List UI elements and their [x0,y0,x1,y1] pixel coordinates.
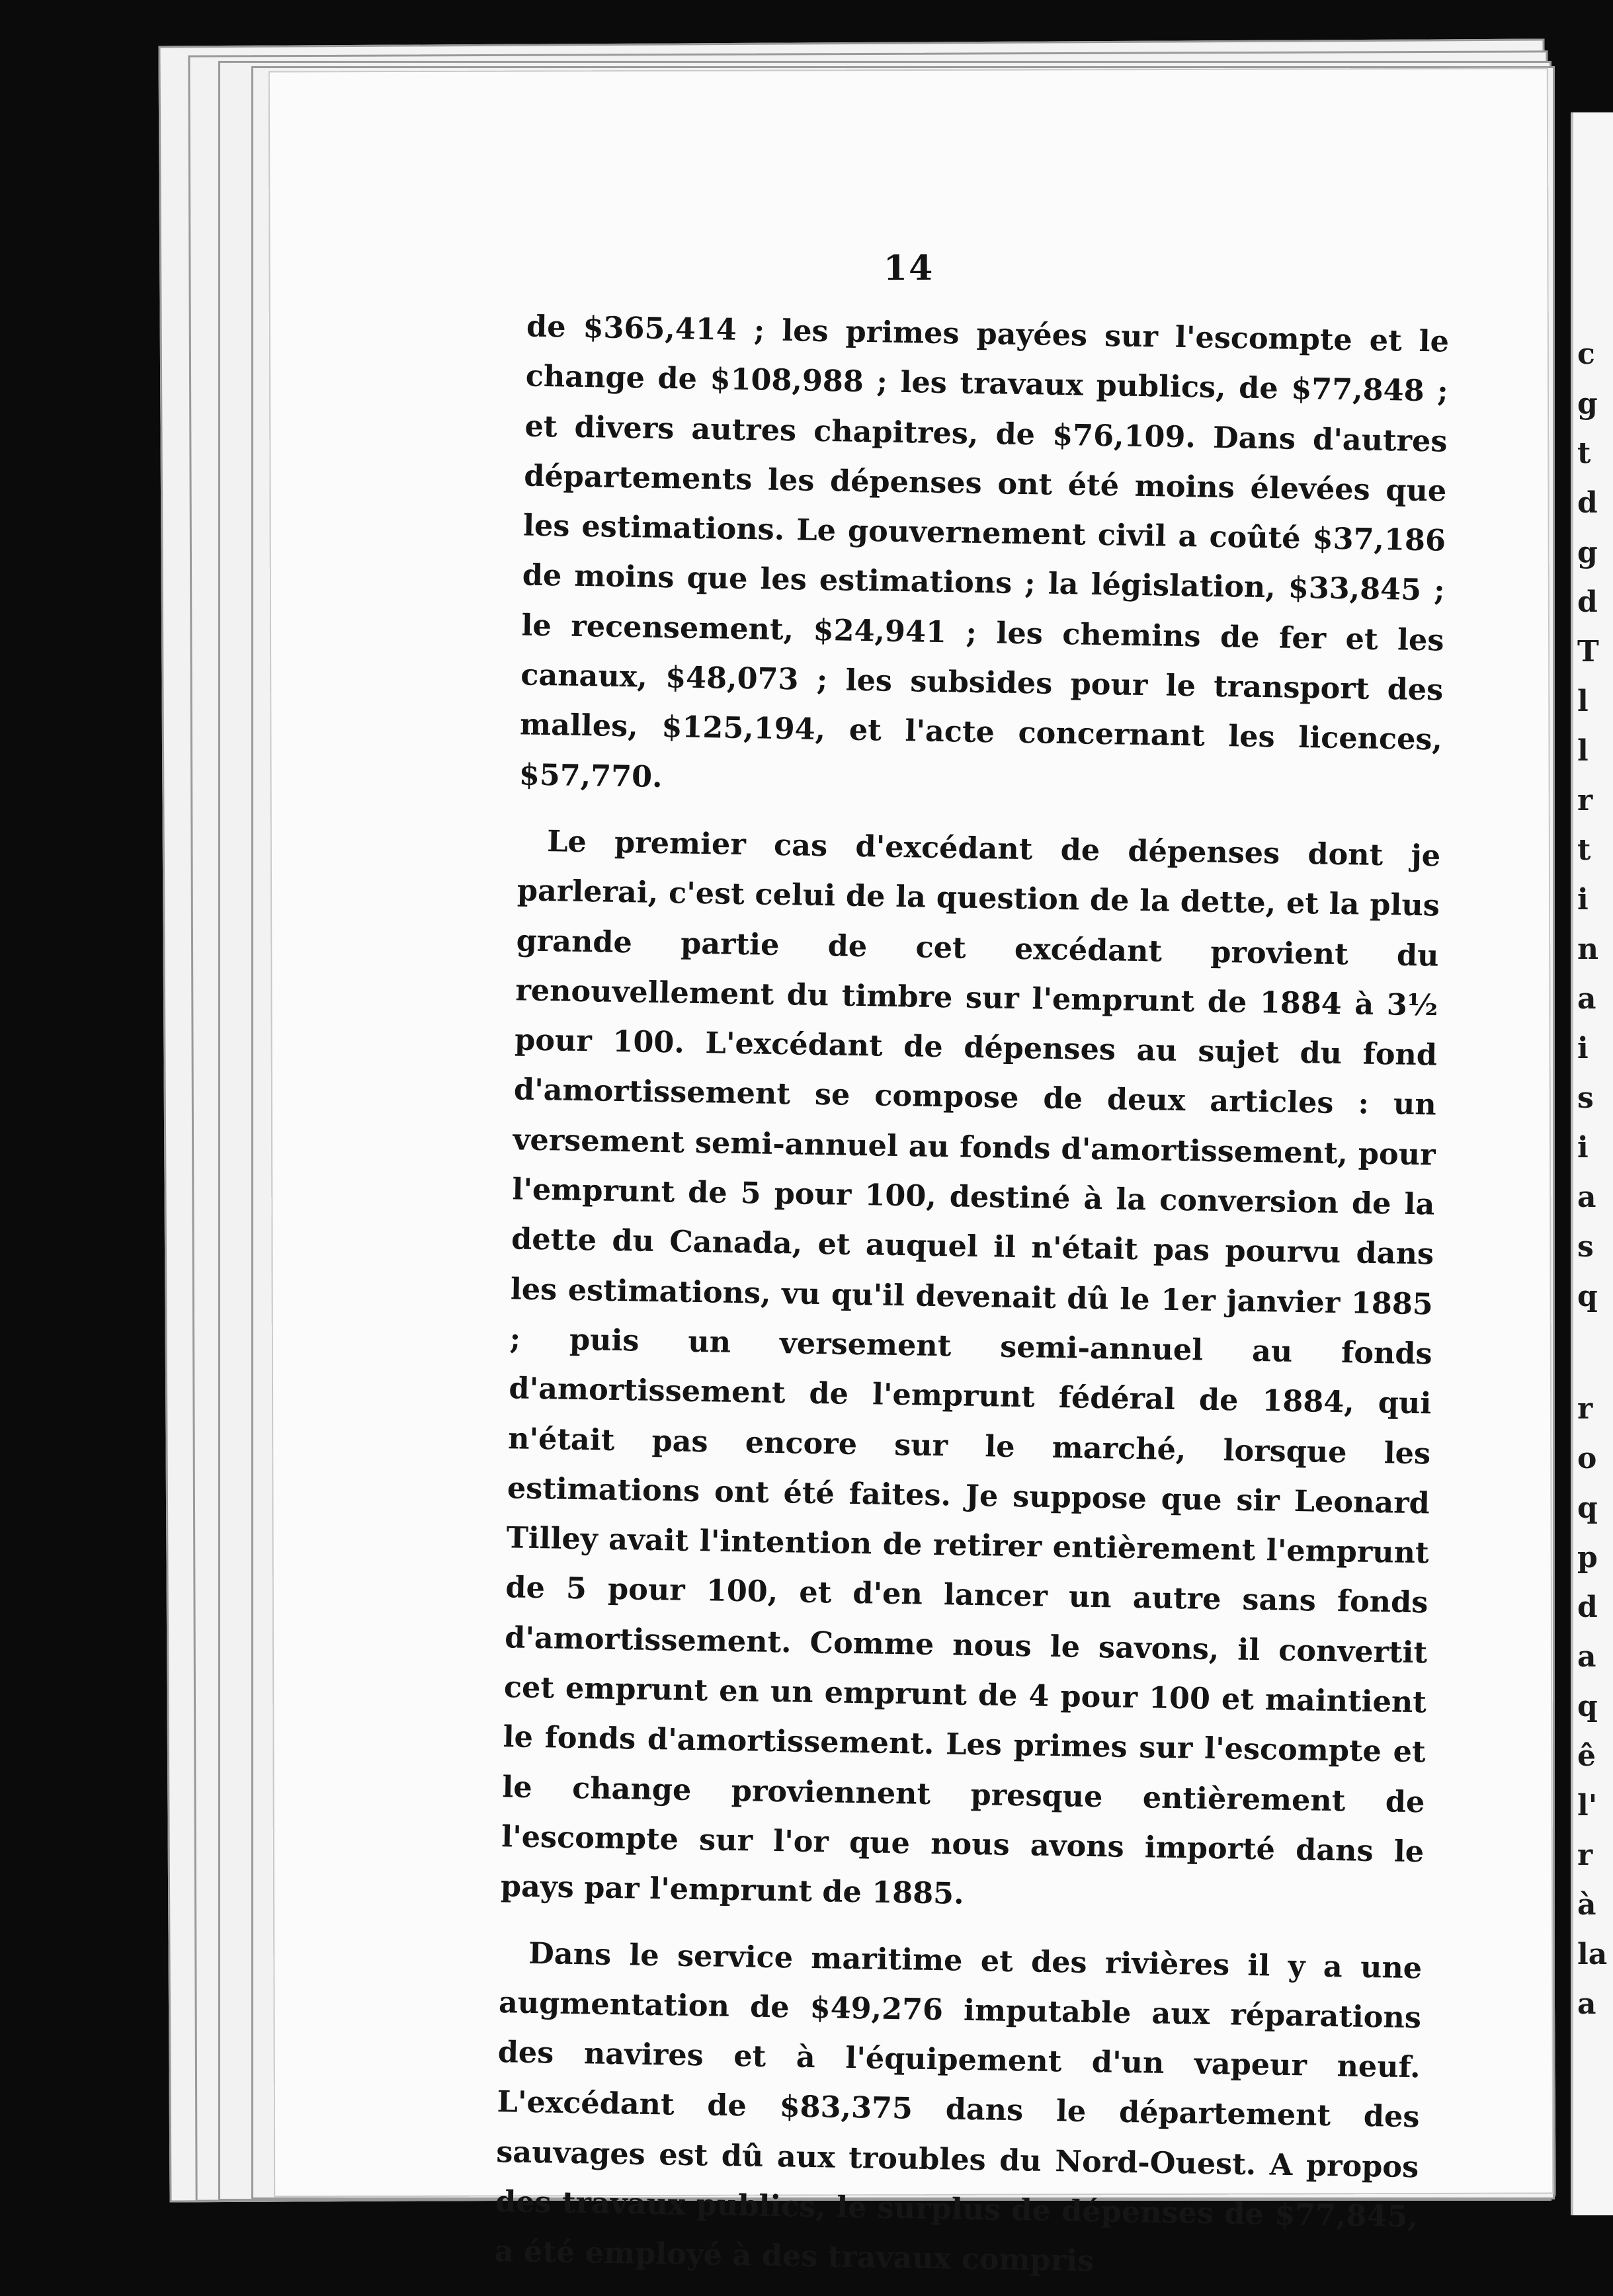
facing-page-fragment: l [1577,734,1589,768]
facing-page-fragment: a [1577,1180,1596,1214]
facing-page-fragment: T [1577,635,1599,669]
facing-page-fragment: q [1577,1280,1598,1313]
facing-page-fragment: à [1577,1888,1596,1922]
facing-page-fragment: c [1577,337,1595,371]
facing-page-fragment: n [1577,932,1598,966]
facing-page-fragment: o [1577,1442,1597,1475]
facing-page-fragment: g [1577,536,1598,569]
facing-page-fragment: p [1577,1541,1598,1575]
facing-page-fragment: r [1577,784,1593,817]
facing-page-fragment: d [1577,1590,1598,1624]
facing-page-fragment: q [1577,1491,1598,1525]
page-body-text [494,302,1450,2279]
facing-page-fragment: a [1577,1640,1596,1674]
facing-page-fragment: r [1577,1838,1593,1872]
facing-page-fragment: r [1577,1392,1593,1426]
page-number: 14 [883,247,934,289]
facing-page-fragment: a [1577,982,1596,1016]
facing-page-fragment: ê [1577,1739,1596,1773]
facing-page-fragment: g [1577,387,1598,421]
facing-page-fragment: i [1577,883,1589,917]
facing-page-fragment: i [1577,1131,1589,1165]
facing-page-fragment: s [1577,1081,1594,1115]
facing-page-fragment: d [1577,486,1598,520]
facing-page-fragment: t [1577,833,1591,867]
paragraph-1: de $365,414 ; les primes payées sur l'escompte et le change de $108,988 ; les travaux publics, de $77,848 ; et divers autres chapitres, de $76,109. Dans d'autres départements les dépenses ont été moins élevées que les estimations. Le gouvernement civil a coûté $37,186 de moins que les estimations ; la législation, $33,845 ; le recensement, $24,941 ; les chemins de fer et les canaux, $48,073 ; les subsides pour le transport des malles, $125,194, et l'acte concernant les licences, $57,770. [518,309,1450,794]
facing-page-fragment: d [1577,585,1598,619]
facing-page-fragment: la [1577,1938,1608,1971]
facing-page-fragment: t [1577,436,1591,470]
book-page [269,67,1553,2279]
paragraph-2: Le premier cas d'excédant de dépenses dont je parlerai, c'est celui de la question de la dette, et la plus grande partie de cet excédant provient du renouvellement du timbre sur l'emprunt de 1884 à 3½ pour 100. L'excédant de dépenses au sujet du fond d'amortissement se compose de deux articles : un versement semi-annuel au fonds d'amortissement, pour l'emprunt de 5 pour 100, destiné à la conversion de la dette du Canada, et auquel il n'était pas pourvu dans les estimations, vu qu'il devenait dû le 1er janvier 1885 ; puis un versement semi-annuel au fonds d'amortissement de l'emprunt fédéral de 1884, qui n'était pas encore sur le marché, lorsque les estimations ont été faites. Je suppose que sir Leonard Tilley avait l'intention de retirer entièrement l'emprunt de 5 pour 100, et d'en lancer un autre sans fonds d'amortissement. Comme nous le savons, il convertit cet emprunt en un emprunt de 4 pour 100 et maintient le fonds d'amortissement. Les primes sur l'escompte et le change proviennent presque entièrement de l'escompte sur l'or que nous avons importé dans le pays par l'emprunt de 1885. [500,824,1441,1912]
facing-page-fragment: q [1577,1690,1598,1723]
facing-page-edge [1571,112,1613,2215]
facing-page-fragment: i [1577,1032,1589,1065]
facing-page-fragment: s [1577,1230,1594,1264]
paragraph-3: Dans le service maritime et des rivières il y a une augmentation de $49,276 imputable aux réparations des navires et à l'équipement d'un vapeur neuf. L'excédant de $83,375 dans le département des sauvages est dû aux troubles du Nord-Ouest. A propos des travaux publics, le surplus de dépenses de $77,845, a été employé à des travaux compris [494,1936,1423,2279]
facing-page-fragment: l' [1577,1789,1598,1823]
facing-page-fragment: l [1577,684,1589,718]
facing-page-fragment: a [1577,1987,1596,2021]
